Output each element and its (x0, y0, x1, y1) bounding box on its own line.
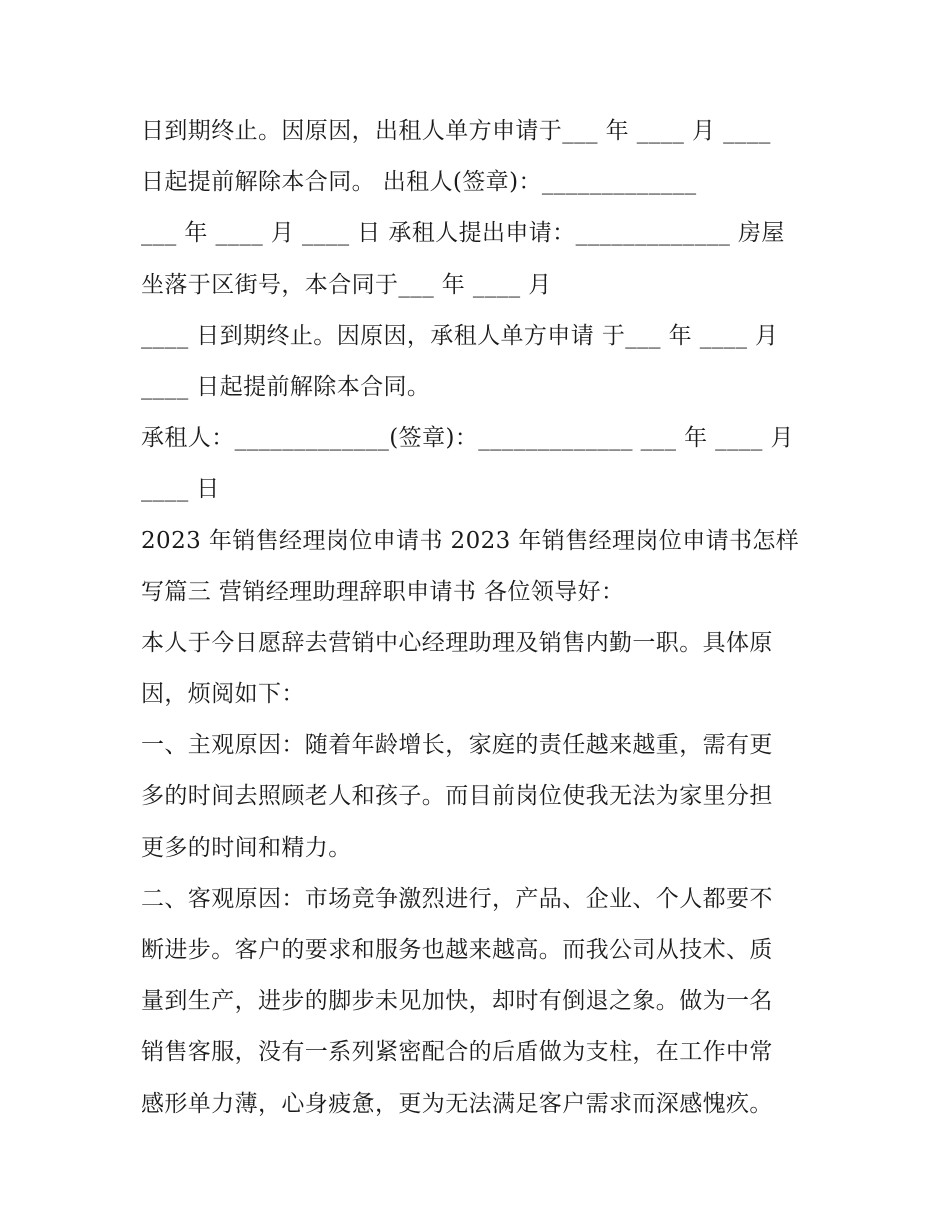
text-line: 2023 年销售经理岗位申请书 2023 年销售经理岗位申请书怎样 (141, 527, 800, 554)
text-line: 日起提前解除本合同。 出租人(签章)：_____________ (141, 169, 697, 196)
text-line: 写篇三 营销经理助理辞职申请书 各位领导好： (141, 578, 625, 605)
text-line: 感形单力薄，心身疲惫，更为无法满足客户需求而深感愧疚。 (141, 1090, 773, 1117)
text-line: 因，烦阅如下： (141, 681, 305, 708)
document-body (141, 106, 821, 1130)
text-line: 承租人：_____________(签章)：_____________ ___ 年 ____ 月 (141, 425, 794, 452)
text-line: ___ 年 ____ 月 ____ 日 承租人提出申请：_____________ 房屋 (141, 220, 785, 247)
text-line: 一、主观原因：随着年龄增长，家庭的责任越来越重，需有更 (141, 732, 773, 759)
text-line: 量到生产，进步的脚步未见加快，却时有倒退之象。做为一名 (141, 988, 773, 1015)
text-line: ____ 日 (141, 476, 220, 503)
text-line: 二、客观原因：市场竞争激烈进行，产品、企业、个人都要不 (141, 885, 773, 912)
text-line: ____ 日到期终止。因原因，承租人单方申请 于___ 年 ____ 月 (141, 322, 779, 349)
text-line: 多的时间去照顾老人和孩子。而目前岗位使我无法为家里分担 (141, 783, 773, 810)
text-line: 日到期终止。因原因，出租人单方申请于___ 年 ____ 月 ____ (141, 118, 771, 144)
text-line: 坐落于区街号，本合同于___ 年 ____ 月 (141, 271, 552, 298)
text-line: 更多的时间和精力。 (141, 834, 352, 861)
text-line: 销售客服，没有一系列紧密配合的后盾做为支柱，在工作中常 (141, 1039, 773, 1066)
text-line: 断进步。客户的要求和服务也越来越高。而我公司从技术、质 (141, 937, 773, 963)
text-line: ____ 日起提前解除本合同。 (141, 373, 431, 400)
text-line: 本人于今日愿辞去营销中心经理助理及销售内勤一职。具体原 (141, 629, 773, 656)
